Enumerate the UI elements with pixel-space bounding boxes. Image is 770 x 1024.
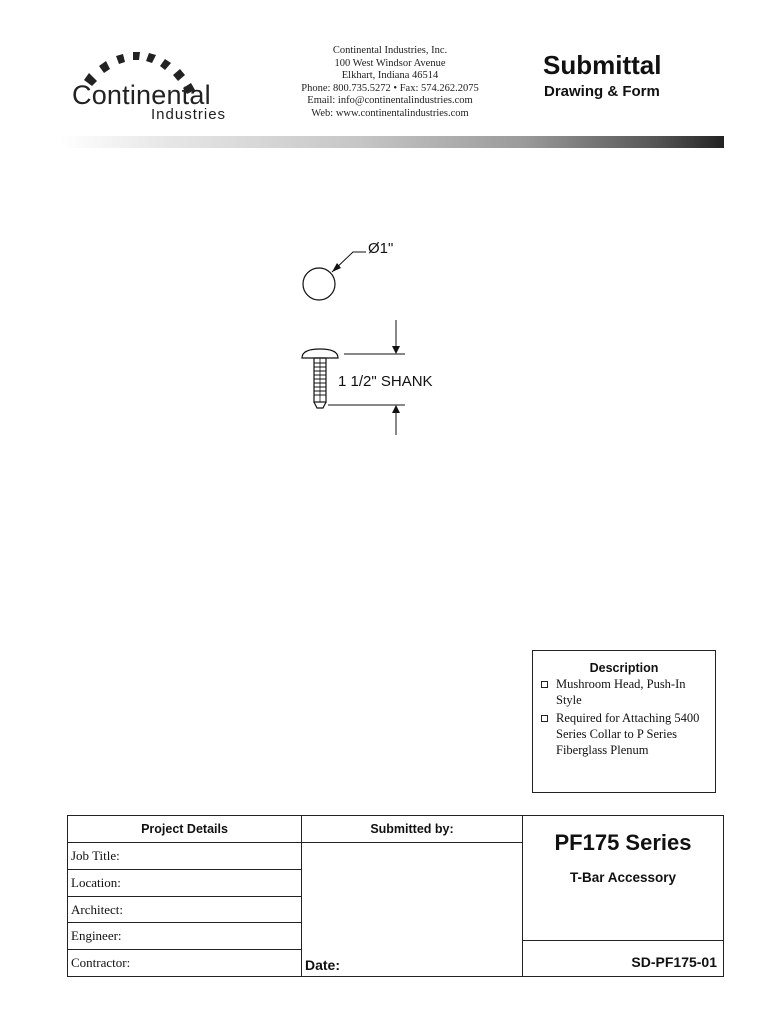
- company-city: Elkhart, Indiana 46514: [341, 70, 439, 82]
- series-column: [523, 816, 723, 976]
- series-subtitle: T-Bar Accessory: [569, 870, 677, 885]
- project-details-header: Project Details: [68, 816, 301, 843]
- company-street: 100 West Windsor Avenue: [334, 57, 446, 69]
- description-item: [541, 676, 709, 708]
- field-job-title: Job Title:: [68, 843, 301, 870]
- series-title: PF175 Series: [554, 830, 692, 855]
- checkbox-icon: [541, 715, 548, 722]
- company-name: Continental Industries, Inc.: [332, 45, 448, 56]
- field-architect: Architect:: [68, 897, 301, 924]
- submitted-by-column: [302, 816, 523, 976]
- logo-subtitle: Industries: [151, 106, 227, 123]
- description-item-text: Required for Attaching 5400 Series Collar to P Series Fiberglass Plenum: [556, 711, 700, 757]
- rivet-tip: [314, 402, 326, 408]
- company-phone-fax: Phone: 800.735.5272 • Fax: 574.262.2075: [301, 82, 479, 94]
- document-number-cell: [523, 940, 723, 976]
- dimension-top-arrow: [392, 346, 400, 354]
- company-email: Email: info@continentalindustries.com: [307, 95, 473, 107]
- document-title: Submittal: [543, 50, 662, 80]
- company-address: [295, 45, 485, 121]
- date-label: Date:: [305, 957, 341, 973]
- submitted-by-header: Submitted by:: [302, 816, 522, 843]
- description-list: [533, 676, 715, 758]
- checkbox-icon: [541, 681, 548, 688]
- company-web: Web: www.continentalindustries.com: [311, 107, 469, 119]
- field-contractor: Contractor:: [71, 955, 131, 971]
- document-subtitle: Drawing & Form: [544, 83, 660, 100]
- rivet-top-view: [303, 268, 335, 300]
- dimension-bottom-arrow: [392, 405, 400, 413]
- description-title: Description: [589, 661, 659, 675]
- diameter-dimension-label: Ø1": [368, 240, 394, 257]
- project-details-column: [68, 816, 302, 976]
- rivet-head: [302, 349, 338, 358]
- description-box: [532, 650, 716, 793]
- header-gradient-rule: [60, 136, 724, 148]
- field-location: Location:: [68, 870, 301, 897]
- document-number: SD-PF175-01: [631, 954, 717, 970]
- shank-dimension-label: 1 1/2" SHANK: [338, 373, 433, 390]
- project-info-table: [67, 815, 724, 977]
- description-item-text: Mushroom Head, Push-In Style: [556, 677, 686, 707]
- technical-drawing: [290, 235, 460, 445]
- field-engineer: Engineer:: [68, 923, 301, 950]
- description-item: [541, 710, 709, 758]
- logo-wordmark: Continental: [72, 80, 211, 110]
